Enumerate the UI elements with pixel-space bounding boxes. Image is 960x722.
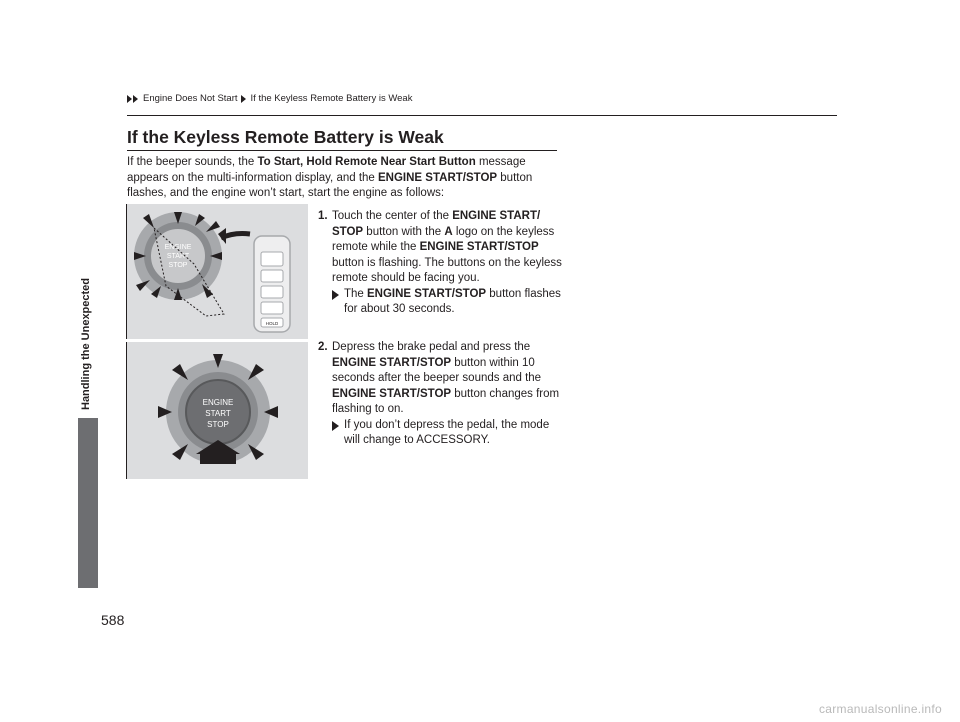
title-rule bbox=[127, 150, 557, 151]
step-1-number: 1. bbox=[318, 210, 328, 222]
button-label-start-2: START bbox=[205, 409, 231, 418]
button-label-engine: ENGINE bbox=[164, 244, 192, 251]
button-label-stop-2: STOP bbox=[207, 420, 229, 429]
button-label-stop: STOP bbox=[168, 262, 188, 269]
page-number: 588 bbox=[101, 612, 125, 628]
watermark[interactable]: carmanualsonline.info bbox=[818, 702, 942, 716]
step-2-text: Depress the brake pedal and press the ENGINE START/STOP button within 10 seconds after the beeper sounds and the ENGINE START/STOP button changes from flashing to on. bbox=[332, 341, 560, 415]
page-title: If the Keyless Remote Battery is Weak bbox=[127, 127, 444, 147]
breadcrumb bbox=[127, 93, 412, 104]
button-label-start: START bbox=[166, 253, 190, 260]
result-arrow-icon-2 bbox=[332, 421, 339, 431]
press-arrow-icon bbox=[200, 454, 236, 464]
result-arrow-icon bbox=[332, 290, 339, 300]
breadcrumb-separator-icon bbox=[241, 95, 246, 103]
chapter-side-label: Handling the Unexpected bbox=[80, 277, 92, 410]
header-rule bbox=[127, 115, 837, 116]
step-2-result: If you don’t depress the pedal, the mode will change to ACCESSORY. bbox=[332, 418, 563, 449]
touch-remote-illustration bbox=[126, 204, 308, 339]
breadcrumb-current: If the Keyless Remote Battery is Weak bbox=[250, 93, 413, 104]
step-2-number: 2. bbox=[318, 341, 328, 353]
step-1-text: Touch the center of the ENGINE START/ STOP button with the A logo on the keyless remote while the ENGINE START/STOP button is flashing. The buttons on the keyless remote should be facing you. bbox=[332, 210, 562, 284]
step-2 bbox=[318, 340, 563, 449]
press-button-illustration bbox=[126, 342, 308, 479]
message-text: To Start, Hold Remote Near Start Button bbox=[257, 156, 476, 168]
button-name: ENGINE START/STOP bbox=[378, 171, 498, 184]
breadcrumb-arrow-icon bbox=[127, 95, 138, 103]
figure-rule-2 bbox=[126, 342, 127, 479]
figure-rule bbox=[126, 204, 127, 339]
figure-touch-remote bbox=[126, 204, 308, 339]
figure-press-button bbox=[126, 342, 308, 479]
intro-paragraph: If the beeper sounds, the To Start, Hold Remote Near Start Button message appears on the multi-information display, and the ENGINE START/STOP button flashes, and the engine won’t start, start the engine as follows: bbox=[127, 156, 533, 199]
fob-hold-label: HOLD bbox=[265, 321, 279, 326]
chapter-tab[interactable] bbox=[78, 418, 98, 588]
step-1 bbox=[318, 209, 563, 318]
step-1-result: The ENGINE START/STOP button flashes for about 30 seconds. bbox=[332, 287, 563, 318]
breadcrumb-parent[interactable]: Engine Does Not Start bbox=[143, 93, 238, 104]
button-label-engine-2: ENGINE bbox=[202, 398, 234, 407]
